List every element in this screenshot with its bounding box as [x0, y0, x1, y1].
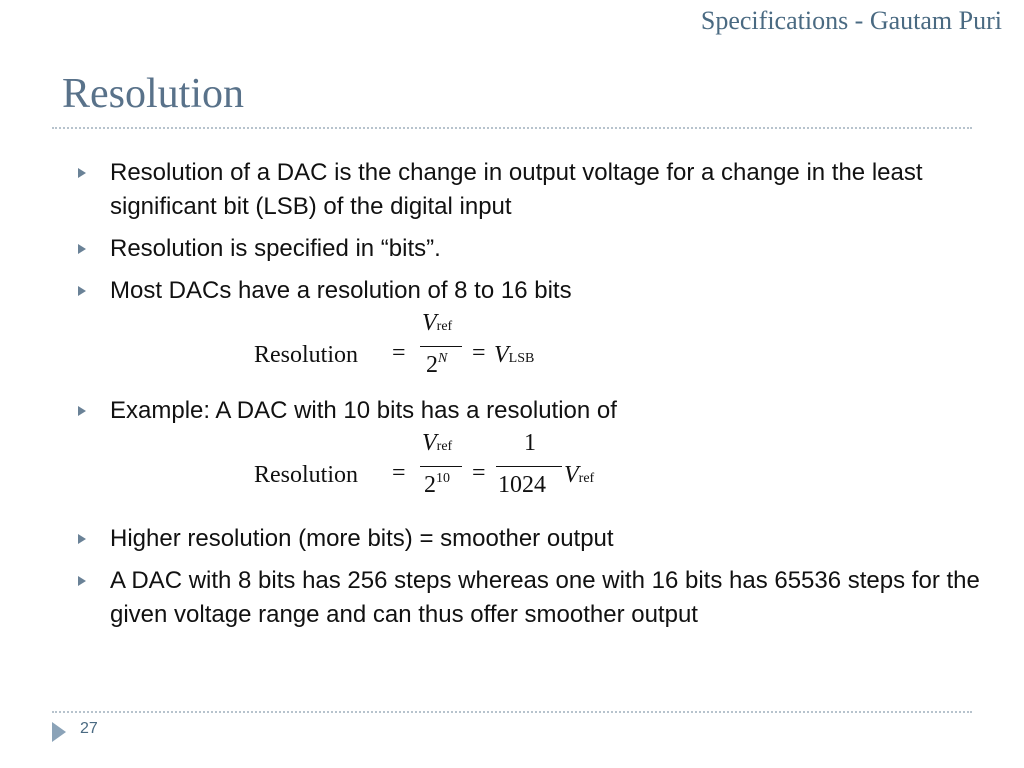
resolution-formula: [78, 310, 988, 394]
formula-numerator: Vref: [422, 310, 453, 336]
bullet-arrow-icon: [78, 244, 86, 254]
bullet-text: A DAC with 8 bits has 256 steps whereas one with 16 bits has 65536 steps for the given voltage range and can thus offer smoother output: [110, 567, 980, 628]
bullet-arrow-icon: [78, 534, 86, 544]
formula-lhs: Resolution: [254, 462, 359, 488]
page-number: 27: [80, 720, 98, 737]
bullet-text: Higher resolution (more bits) = smoother output: [110, 525, 614, 552]
formula-equals: =: [392, 340, 406, 366]
fraction-bar: [420, 346, 462, 347]
fraction-bar: [420, 466, 462, 467]
bullet-text: Example: A DAC with 10 bits has a resolution of: [110, 397, 617, 424]
formula-denominator: 1024: [498, 472, 546, 498]
bullet-arrow-icon: [78, 406, 86, 416]
bullet-item: [78, 564, 988, 632]
formula-rhs: Vref: [564, 462, 595, 488]
title-divider: [52, 127, 972, 129]
bullet-item: [78, 394, 988, 428]
footer-arrow-icon: [52, 722, 66, 742]
formula-denominator: $2^{10}$: [424, 471, 450, 498]
formula-equals: =: [392, 460, 406, 486]
bullet-text: Resolution of a DAC is the change in output voltage for a change in the least significant bit (LSB) of the digital input: [110, 159, 923, 220]
slide-title: Resolution: [62, 71, 245, 117]
formula-equals: =: [472, 460, 486, 486]
presentation-header: Specifications - Gautam Puri: [700, 6, 1002, 35]
formula-numerator: Vref: [422, 430, 453, 456]
bullet-item: [78, 274, 988, 308]
bullet-arrow-icon: [78, 576, 86, 586]
example-formula: [78, 430, 988, 522]
bullet-arrow-icon: [78, 286, 86, 296]
formula-denominator: $2^N$: [426, 351, 448, 378]
formula-lhs: Resolution: [254, 342, 359, 368]
bullet-item: [78, 522, 988, 556]
formula-rhs: VLSB: [494, 342, 535, 368]
bullet-text: Resolution is specified in “bits”.: [110, 235, 441, 262]
bullet-arrow-icon: [78, 168, 86, 178]
formula-equals: =: [472, 340, 486, 366]
bullet-text: Most DACs have a resolution of 8 to 16 bits: [110, 277, 572, 304]
fraction-bar: [496, 466, 562, 467]
bullet-list: [78, 156, 988, 640]
footer-divider: [52, 711, 972, 713]
bullet-item: [78, 232, 988, 266]
formula-numerator: 1: [524, 430, 536, 456]
bullet-item: [78, 156, 988, 224]
